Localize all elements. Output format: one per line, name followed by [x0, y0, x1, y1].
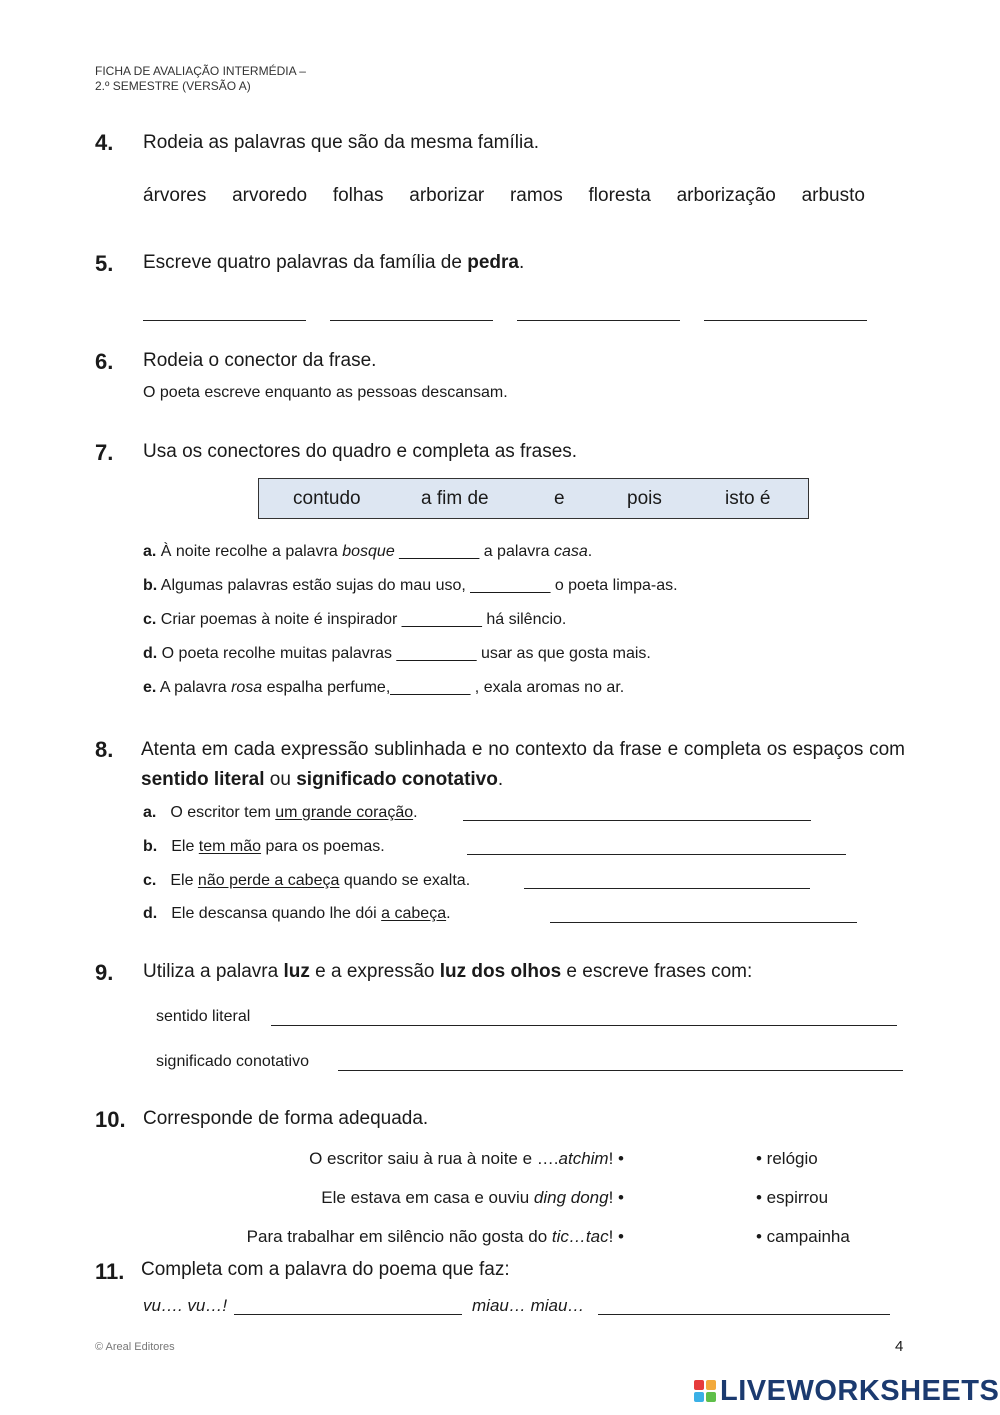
- answer-line-miau-miau[interactable]: [598, 1300, 890, 1315]
- word-option[interactable]: folhas: [332, 185, 384, 206]
- question-9-prompt: Utiliza a palavra luz e a expressão luz dos olhos e escreve frases com:: [143, 961, 753, 982]
- word-option[interactable]: arborizar: [409, 185, 485, 206]
- match-left-item-1[interactable]: O escritor saiu à rua à noite e ….atchim! •: [309, 1149, 624, 1168]
- question-8-item-d: d. Ele descansa quando lhe dói a cabeça.: [143, 905, 451, 922]
- question-8-item-a: a. O escritor tem um grande coração.: [143, 804, 418, 821]
- sound-miau-miau: miau… miau…: [472, 1296, 585, 1315]
- question-6-sentence[interactable]: O poeta escreve enquanto as pessoas descansam.: [143, 384, 508, 401]
- connector-box: [258, 478, 809, 519]
- logo-square-2: [706, 1380, 716, 1390]
- label-sentido-literal: sentido literal: [156, 1008, 251, 1025]
- logo-square-4: [706, 1392, 716, 1402]
- word-option[interactable]: ramos: [509, 185, 563, 206]
- connector-word: isto é: [725, 487, 771, 509]
- match-right-item-3[interactable]: • campainha: [756, 1227, 850, 1246]
- question-6-number: 6.: [95, 349, 114, 374]
- copyright-text: © Areal Editores: [95, 1341, 175, 1353]
- logo-square-3: [694, 1392, 704, 1402]
- match-right-item-2[interactable]: • espirrou: [756, 1188, 829, 1207]
- question-6-prompt: Rodeia o conector da frase.: [143, 350, 377, 371]
- header-line-1: FICHA DE AVALIAÇÃO INTERMÉDIA –: [95, 64, 306, 78]
- answer-blank-3[interactable]: [517, 300, 680, 321]
- liveworksheets-logo[interactable]: [694, 1374, 999, 1408]
- question-10-prompt: Corresponde de forma adequada.: [143, 1108, 429, 1129]
- answer-line-vu-vu[interactable]: [234, 1300, 462, 1315]
- match-left-item-3[interactable]: Para trabalhar em silêncio não gosta do tic…tac! •: [246, 1227, 624, 1246]
- page-number: 4: [895, 1338, 904, 1355]
- answer-blank-4[interactable]: [704, 300, 867, 321]
- question-5-number: 5.: [95, 251, 114, 276]
- liveworksheets-logo-icon: [694, 1380, 716, 1402]
- label-significado-conotativo: significado conotativo: [156, 1053, 309, 1070]
- question-8-prompt: Atenta em cada expressão sublinhada e no contexto da frase e completa os espaços com sentido literal ou significado conotativo.: [141, 739, 905, 790]
- question-8-answer-line-a[interactable]: [463, 806, 811, 821]
- question-7-number: 7.: [95, 440, 114, 465]
- connector-word: e: [554, 487, 565, 509]
- answer-line-conotativo[interactable]: [338, 1056, 903, 1071]
- question-11-prompt: Completa com a palavra do poema que faz:: [141, 1259, 510, 1280]
- word-option[interactable]: arborização: [676, 185, 776, 206]
- document-header: [95, 64, 306, 94]
- connector-word: contudo: [293, 487, 361, 509]
- logo-square-1: [694, 1380, 704, 1390]
- question-9-number: 9.: [95, 960, 114, 985]
- question-8-answer-line-c[interactable]: [524, 874, 810, 889]
- question-8-item-b: b. Ele tem mão para os poemas.: [143, 838, 385, 855]
- question-5-answer-blanks: [143, 300, 867, 321]
- match-left-item-2[interactable]: Ele estava em casa e ouviu ding dong! •: [321, 1188, 624, 1207]
- question-7-item-c[interactable]: c. Criar poemas à noite é inspirador _________ há silêncio.: [143, 611, 567, 628]
- question-7-item-e[interactable]: e. A palavra rosa espalha perfume,_________ , exala aromas no ar.: [143, 679, 625, 696]
- word-option[interactable]: arbusto: [801, 185, 865, 206]
- header-line-2: 2.º SEMESTRE (VERSÃO A): [95, 79, 251, 93]
- question-7-item-b[interactable]: b. Algumas palavras estão sujas do mau uso, _________ o poeta limpa-as.: [143, 577, 678, 594]
- match-right-item-1[interactable]: • relógio: [756, 1149, 818, 1168]
- word-option[interactable]: arvoredo: [232, 185, 308, 206]
- keyword-pedra: pedra: [467, 252, 519, 273]
- question-8-answer-line-b[interactable]: [467, 840, 846, 855]
- question-10-number: 10.: [95, 1107, 126, 1132]
- sound-vu-vu: vu…. vu…!: [143, 1296, 228, 1315]
- question-7-prompt: Usa os conectores do quadro e completa as frases.: [143, 441, 578, 462]
- connector-word: pois: [627, 487, 662, 509]
- question-7-item-d[interactable]: d. O poeta recolhe muitas palavras _________ usar as que gosta mais.: [143, 645, 651, 662]
- question-5-prompt: Escreve quatro palavras da família de pedra.: [143, 252, 525, 273]
- question-8-item-c: c. Ele não perde a cabeça quando se exalta.: [143, 872, 471, 889]
- question-8-number: 8.: [95, 737, 114, 762]
- question-4-prompt: Rodeia as palavras que são da mesma família.: [143, 132, 540, 153]
- word-option[interactable]: árvores: [143, 185, 207, 206]
- liveworksheets-logo-text: LIVEWORKSHEETS: [720, 1374, 1000, 1407]
- answer-line-literal[interactable]: [271, 1011, 897, 1026]
- connector-word: a fim de: [421, 487, 489, 509]
- word-option[interactable]: floresta: [588, 185, 651, 206]
- answer-blank-2[interactable]: [330, 300, 493, 321]
- question-11-number: 11.: [95, 1259, 125, 1284]
- question-8-answer-line-d[interactable]: [550, 908, 857, 923]
- question-7-item-a[interactable]: a. À noite recolhe a palavra bosque _________ a palavra casa.: [143, 543, 593, 560]
- answer-blank-1[interactable]: [143, 300, 306, 321]
- question-4-number: 4.: [95, 130, 114, 155]
- question-4-word-list: [143, 185, 865, 207]
